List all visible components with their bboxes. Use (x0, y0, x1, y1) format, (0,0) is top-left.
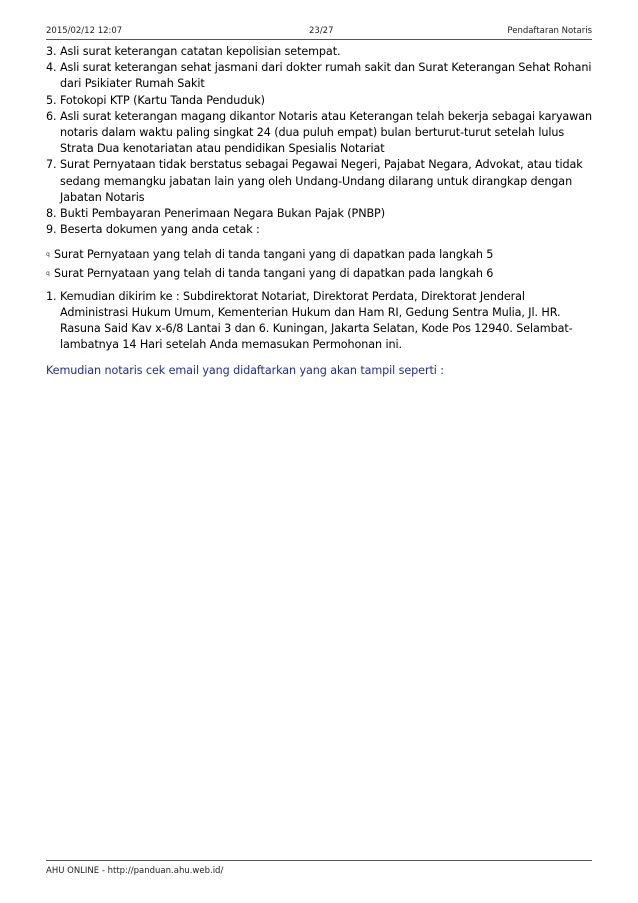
list-item: 8. Bukti Pembayaran Penerimaan Negara Bukan Pajak (PNBP) (46, 207, 385, 221)
list-item: 4. Asli surat keterangan sehat jasmani dari dokter rumah sakit dan Surat Keterangan Sehat Rohani dari Psikiater Rumah Sakit (46, 61, 592, 91)
header-datetime: 2015/02/12 12:07 (46, 26, 123, 36)
list-item: 9. Beserta dokumen yang anda cetak : (46, 223, 260, 237)
bullet-marker-icon: q (46, 269, 50, 277)
bullet-item: q Surat Pernyataan yang telah di tanda tangani yang di dapatkan pada langkah 5 (46, 248, 494, 262)
document-body (46, 44, 592, 379)
footer-text: AHU ONLINE - http://panduan.ahu.web.id/ (46, 866, 224, 876)
header-title: Pendaftaran Notaris (507, 26, 592, 36)
header-page-number: 23/27 (309, 26, 334, 36)
documents-bullet-list (46, 247, 592, 281)
bullet-marker-icon: q (46, 251, 50, 259)
requirements-list (46, 44, 592, 238)
list-item: 1. Kemudian dikirim ke : Subdirektorat Notariat, Direktorat Perdata, Direktorat Jenderal Administrasi Hukum Umum, Kementerian Hukum dan Ham RI, Gedung Sentra Mulia, Jl. HR. Rasuna Said Kav x-6/8 Lantai 3 dan 6. Kuningan, Jakarta Selatan, Kode Pos 12940. Selambat-lambatnya 14 Hari setelah Anda memasukan Permohonan ini. (46, 289, 573, 352)
list-item: 5. Fotokopi KTP (Kartu Tanda Penduduk) (46, 93, 265, 107)
list-item: 7. Surat Pernyataan tidak berstatus sebagai Pegawai Negeri, Pajabat Negara, Advokat, atau tidak sedang memangku jabatan lain yang oleh Undang-Undang dilarang untuk dirangkap dengan Jabatan Notaris (46, 158, 583, 204)
list-item: 3. Asli surat keterangan catatan kepolisian setempat. (46, 45, 341, 58)
list-item: 6. Asli surat keterangan magang dikantor Notaris atau Keterangan telah bekerja sebagai karyawan notaris dalam waktu paling singkat 24 (dua puluh empat) bulan berturut-turut setelah lulus Strata Dua kenotariatan atau pendidikan Spesialis Notariat (46, 109, 592, 156)
email-check-note: Kemudian notaris cek email yang didaftarkan yang akan tampil seperti : (46, 363, 444, 377)
page-footer (46, 860, 592, 876)
page-header (46, 26, 592, 40)
bullet-item: q Surat Pernyataan yang telah di tanda tangani yang di dapatkan pada langkah 6 (46, 266, 494, 280)
submission-list (46, 289, 592, 354)
